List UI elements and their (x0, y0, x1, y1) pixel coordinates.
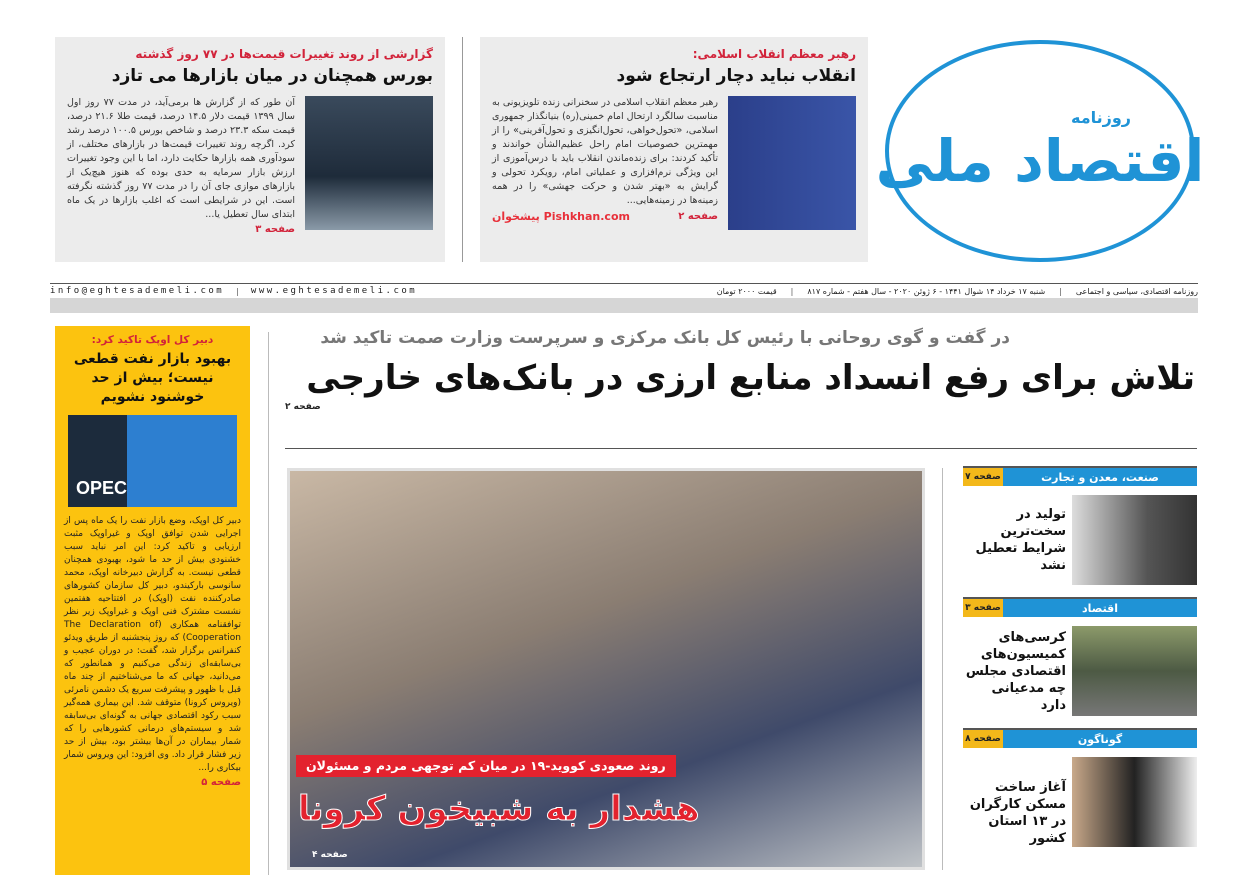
page-ref: صفحه ۷ (963, 468, 1003, 486)
headline: بورس همچنان در میان بازارها می تازد (111, 66, 433, 86)
headline: کرسی‌های کمیسیون‌های اقتصادی مجلس چه مدعیانی دارد (965, 629, 1066, 713)
kicker: گزارشی از روند تغییرات قیمت‌ها در ۷۷ روز گذشته (135, 47, 433, 61)
kicker: رهبر معظم انقلاب اسلامی: (692, 47, 856, 61)
page-ref: صفحه ۵ (201, 777, 241, 788)
logo-small-text: روزنامه (1071, 107, 1131, 127)
sidebar-item[interactable] (963, 728, 1197, 847)
divider (285, 448, 1197, 449)
subhead: در گفت و گوی روحانی با رئیس کل بانک مرکزی و سرپرست وزارت صمت تاکید شد (320, 328, 1010, 348)
website[interactable]: www.eghtesademeli.com (250, 286, 418, 296)
official-photo (1072, 757, 1197, 847)
section-label: گوناگون (1003, 730, 1197, 748)
top-story-bourse[interactable] (55, 37, 445, 262)
divider (942, 468, 943, 870)
opec-logo: OPEC (76, 478, 128, 498)
sidebar-item[interactable] (963, 466, 1197, 585)
sidebar (963, 466, 1197, 859)
logo-text: اقتصاد ملی (875, 126, 1205, 195)
article-body: دبیر کل اوپک، وضع بازار نفت را یک ماه پس از اجرایی شدن توافق اوپک و غیراوپک مثبت ارزیابی و تاکید کرد: این امر نباید سبب خشنودی بیش از حد ما شود، بهبودی همچنان قطعی نیست. به گزارش دبیرخانه اوپک، محمد سانوسی بارکیندو، دبیر کل سازمان کشورهای صادرکننده نفت (اوپک) در افتتاحیه هفتمین نشست مشترک فنی اوپک و غیراوپک زیر نظر توافقنامه همکاری (The Declaration of Cooperation) که روز پنجشنبه از طریق ویدئو کنفرانس برگزار شد، گفت: در دوران عجیب و بی‌سابقه‌ای زندگی می‌کنیم و همانطور که می‌دانید، جهانی که ما می‌شناختیم از چند ماه قبل با ظهور و پیشرفت سریع یک دشمن نامرئی (ویروس کرونا) متوقف شد. این بیماری همه‌گیر سبب رکود اقتصادی جهانی به گونه‌ای بی‌سابقه شد و سیستم‌های درمانی کشورهایی را که شمار بیماران در آن‌ها بیشتر بود، بیش از حد زیر فشار قرار داد. وی افزود: این ویروس شمار بیکاری را... (64, 516, 241, 773)
divider (462, 37, 463, 262)
headline: بهبود بازار نفت قطعی نیست؛ بیش از حد خوشنود نشویم (73, 351, 232, 405)
headline: تلاش برای رفع انسداد منابع ارزی در بانک‌های خارجی (306, 358, 1195, 398)
info-bar: info@eghtesademeli.com | www.eghtesademeli.com قیمت ۲۰۰۰ تومان | شنبه ۱۷ خرداد ۱۴ شوال ۱۴۴۱ - ۶ ژوئن ۲۰۲۰ - سال هفتم - شماره ۸۱۷ | روزنامه اقتصادی، سیاسی و اجتماعی (50, 283, 1198, 298)
top-story-leader[interactable] (480, 37, 868, 262)
page-ref: صفحه ۲ (285, 402, 321, 412)
issue-date: شنبه ۱۷ خرداد ۱۴ شوال ۱۴۴۱ - ۶ ژوئن ۲۰۲۰ - سال هفتم - شماره ۸۱۷ (807, 286, 1046, 296)
stock-exchange-photo (305, 96, 433, 230)
headline: هشدار به شبیخون کرونا (298, 789, 700, 829)
page-ref: صفحه ۳ (255, 224, 295, 235)
article-body: آن طور که از گزارش ها برمی‌آید، در مدت ۷۷ روز اول سال ۱۳۹۹ قیمت دلار ۱۴.۵ درصد، قیمت طلا ۲۱.۶ درصد، قیمت سکه ۲۳.۳ درصد و شاخص بورس ۱۰۰.۵ درصد رشد کرد. اگرچه روند تغییرات قیمت‌ها در بازارهای مختلف، از سودآوری همه بازارها حکایت دارد، اما با این وجود تغییرات ارزش بازار سرمایه به حدی بوده که هنوز هیچ‌یک از بازارهای موازی جای آن را در مدت ۷۷ روز گذشته نگرفته است. این در شرایطی است که اغلب بازارها در یک ماه ابتدای سال تعطیل یا... (67, 97, 296, 220)
watermark: پیشخوان Pishkhan.com (492, 210, 630, 223)
strap: روند صعودی کووید-۱۹ در میان کم توجهی مردم و مسئولان (296, 755, 676, 777)
corona-photo-story[interactable] (287, 468, 925, 870)
lead-story[interactable] (285, 328, 1195, 412)
headline: انقلاب نباید دچار ارتجاع شود (616, 66, 856, 86)
masthead-logo[interactable] (875, 40, 1205, 262)
page-ref: صفحه ۸ (963, 730, 1003, 748)
email[interactable]: info@eghtesademeli.com (50, 286, 225, 296)
page-ref: صفحه ۴ (312, 850, 348, 860)
opec-photo (68, 415, 237, 507)
factory-photo (1072, 495, 1197, 585)
gray-strip (50, 298, 1198, 313)
headline: آغاز ساخت مسکن کارگران در ۱۳ استان کشور (969, 780, 1066, 846)
divider (268, 332, 269, 875)
sidebar-item[interactable] (963, 597, 1197, 716)
parliament-photo (1072, 626, 1197, 716)
tagline: روزنامه اقتصادی، سیاسی و اجتماعی (1075, 286, 1198, 296)
page-ref: صفحه ۳ (963, 599, 1003, 617)
opec-story[interactable] (55, 326, 250, 875)
price: قیمت ۲۰۰۰ تومان (716, 286, 777, 296)
kicker: دبیر کل اوپک تاکید کرد: (91, 334, 214, 346)
section-label: اقتصاد (1003, 599, 1197, 617)
article-body: رهبر معظم انقلاب اسلامی در سخنرانی زنده تلویزیونی به مناسبت سالگرد ارتحال امام خمینی(ره) بنیانگذار جمهوری اسلامی، «تحول‌خواهی، تحول‌انگیزی و تحول‌آفرینی» را از مهمترین خصوصیات امام راحل عظیم‌الشأن خواندند و تأکید کردند: برای زنده‌ماندن انقلاب باید با درس‌آموزی از این ویژگی نرم‌افزاری و عملیاتی امام، رویکرد تحولی و گرایش به «بهتر شدن و حرکت جهشی» را در همه زمینه‌ها در زمینه‌هایی... (492, 97, 718, 206)
page-ref: صفحه ۲ (678, 211, 718, 222)
section-label: صنعت، معدن و تجارت (1003, 468, 1197, 486)
leader-photo (728, 96, 856, 230)
headline: تولید در سخت‌ترین شرایط تعطیل نشد (975, 507, 1066, 573)
